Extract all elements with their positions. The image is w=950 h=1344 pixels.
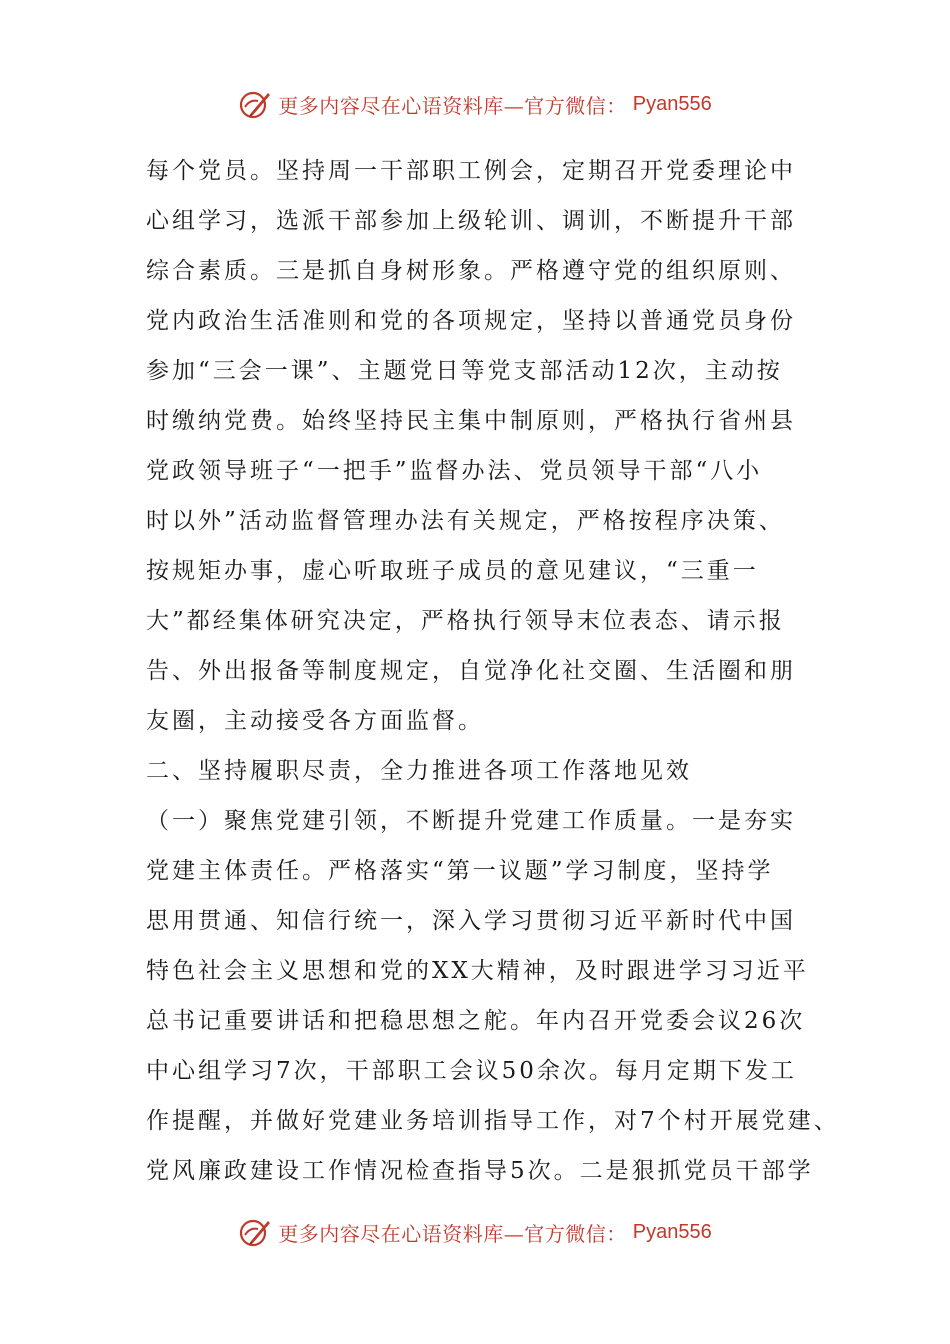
watermark-id: Pyan556	[632, 92, 712, 115]
text-line: 时缴纳党费。始终坚持民主集中制原则，严格执行省州县	[146, 408, 796, 434]
watermark-id: Pyan556	[632, 1220, 712, 1243]
watermark-footer	[0, 1212, 950, 1252]
text-line: 党建主体责任。严格落实“第一议题”学习制度，坚持学	[146, 858, 774, 884]
text-line: 总书记重要讲话和把稳思想之舵。年内召开党委会议26次	[146, 1008, 806, 1034]
text-line: 党风廉政建设工作情况检查指导5次。二是狠抓党员干部学	[146, 1158, 814, 1184]
watermark-text: 更多内容尽在心语资料库—官方微信：	[278, 1221, 627, 1246]
text-line: （一）聚焦党建引领，不断提升党建工作质量。一是夯实	[146, 808, 796, 834]
text-line: 告、外出报备等制度规定，自觉净化社交圈、生活圈和朋	[146, 658, 796, 684]
text-line: 时以外”活动监督管理办法有关规定，严格按程序决策、	[146, 508, 785, 534]
text-line: 党政领导班子“一把手”监督办法、党员领导干部“八小	[146, 458, 763, 484]
text-line: 党内政治生活准则和党的各项规定，坚持以普通党员身份	[146, 308, 796, 334]
pen-logo-icon	[238, 87, 272, 121]
watermark-header	[0, 84, 950, 124]
text-line: 大”都经集体研究决定，严格执行领导末位表态、请示报	[146, 608, 785, 634]
text-line: 每个党员。坚持周一干部职工例会，定期召开党委理论中	[146, 158, 796, 184]
pen-logo-icon	[238, 1215, 272, 1249]
text-line: 参加“三会一课”、主题党日等党支部活动12次，主动按	[146, 358, 783, 384]
watermark-text: 更多内容尽在心语资料库—官方微信：	[278, 93, 627, 118]
text-line: 中心组学习7次，干部职工会议50余次。每月定期下发工	[146, 1058, 797, 1084]
text-line: 按规矩办事，虚心听取班子成员的意见建议，“三重一	[146, 558, 759, 584]
text-line: 综合素质。三是抓自身树形象。严格遵守党的组织原则、	[146, 258, 796, 284]
text-line: 特色社会主义思想和党的XX大精神，及时跟进学习习近平	[146, 958, 809, 984]
text-line: 思用贯通、知信行统一，深入学习贯彻习近平新时代中国	[146, 908, 796, 934]
text-line: 友圈，主动接受各方面监督。	[146, 708, 484, 734]
document-body	[146, 146, 840, 1196]
text-line: 心组学习，选派干部参加上级轮训、调训，不断提升干部	[146, 208, 796, 234]
section-heading: 二、坚持履职尽责，全力推进各项工作落地见效	[146, 758, 692, 784]
text-line: 作提醒，并做好党建业务培训指导工作，对7个村开展党建、	[146, 1108, 840, 1134]
